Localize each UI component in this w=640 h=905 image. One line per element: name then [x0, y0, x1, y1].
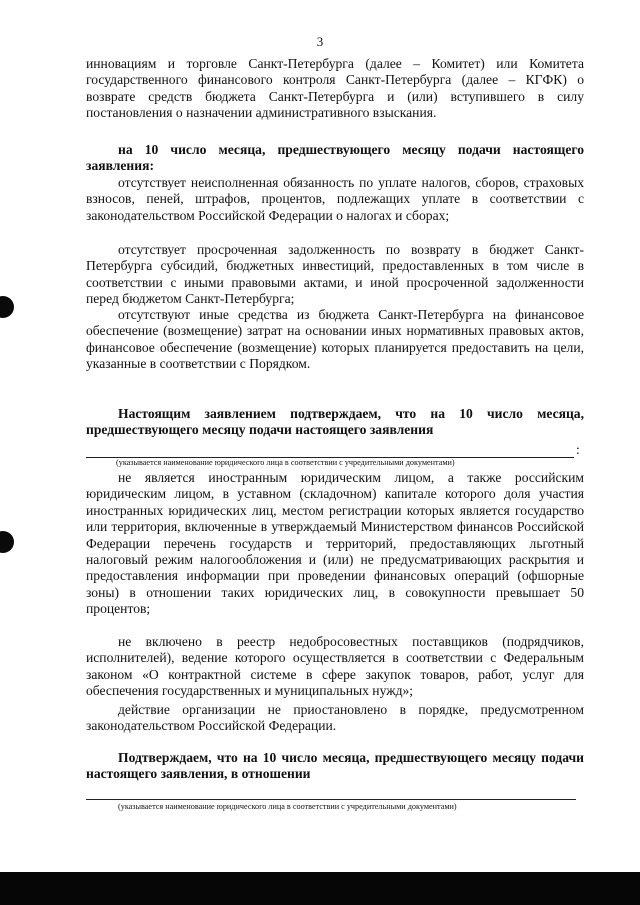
overdue-debt-paragraph: отсутствует просроченная задолженность по возврату в бюджет Санкт-Петербурга субсидий, бюджетных инвестиций, предоставленных в том числе в соответствии с иными правовыми актами, и иной просроченной задолженности перед бюджетом Санкт-Петербурга;	[86, 242, 584, 307]
confirm2-heading: Подтверждаем, что на 10 число месяца, предшествующего месяцу подачи настоящего заявления, в отношении	[86, 750, 584, 782]
scan-bottom-edge	[0, 872, 640, 905]
caption-2: (указывается наименование юридического лица в соответствии с учредительными документами)	[118, 802, 457, 811]
registry-paragraph: не включено в реестр недобросовестных поставщиков (подрядчиков, исполнителей), ведение которого осуществляется в соответствии с Федеральным законом «О контрактной системе в сфере закупок товаров, работ, услуг для обеспечения государственных и муниципальных нужд»;	[86, 634, 584, 699]
caption-1: (указывается наименование юридического лица в соответствии с учредительными документами)	[116, 458, 455, 467]
taxes-paragraph: отсутствует неисполненная обязанность по уплате налогов, сборов, страховых взносов, пеней, штрафов, процентов, подлежащих уплате в соответствии с законодательством Российской Федерации о налогах и сборах;	[86, 175, 584, 223]
month-heading: на 10 число месяца, предшествующего месяцу подачи настоящего заявления:	[86, 142, 584, 174]
colon-mark: :	[576, 442, 580, 457]
binder-hole-2	[0, 531, 14, 553]
foreign-entity-paragraph: не является иностранным юридическим лицом, а также российским юридическим лицом, в уставном (складочном) капитале которого доля участия иностранных юридических лиц, местом регистрации которых является государство или территория, включенные в утверждаемый Министерством финансов Российской Федерации перечень государств и территорий, предоставляющих льготный налоговый режим налогообложения и (или) не предусматривающих раскрытия и предоставления информации при проведении финансовых операций (офшорные зоны) в отношении таких юридических лиц, в совокупности превышает 50 процентов;	[86, 470, 584, 617]
other-funds-paragraph: отсутствуют иные средства из бюджета Санкт-Петербурга на финансовое обеспечение (возмещение) затрат на основании иных нормативных правовых актов, финансовое обеспечение (возмещение) которых планируется предоставить на цели, указанные в соответствии с Порядком.	[86, 307, 584, 372]
confirm-heading: Настоящим заявлением подтверждаем, что на 10 число месяца, предшествующего месяцу подачи настоящего заявления	[86, 406, 584, 438]
name-fill-line-2	[86, 799, 576, 800]
binder-hole-1	[0, 296, 14, 318]
intro-paragraph: инновациям и торговле Санкт-Петербурга (далее – Комитет) или Комитета государственного финансового контроля Санкт-Петербурга (далее – КГФК) о возврате средств бюджета Санкт-Петербурга и (или) вступившего в силу постановления о назначении административного взыскания.	[86, 56, 584, 121]
page-number: 3	[316, 34, 324, 49]
activity-paragraph: действие организации не приостановлено в порядке, предусмотренном законодательством Российской Федерации.	[86, 702, 584, 734]
